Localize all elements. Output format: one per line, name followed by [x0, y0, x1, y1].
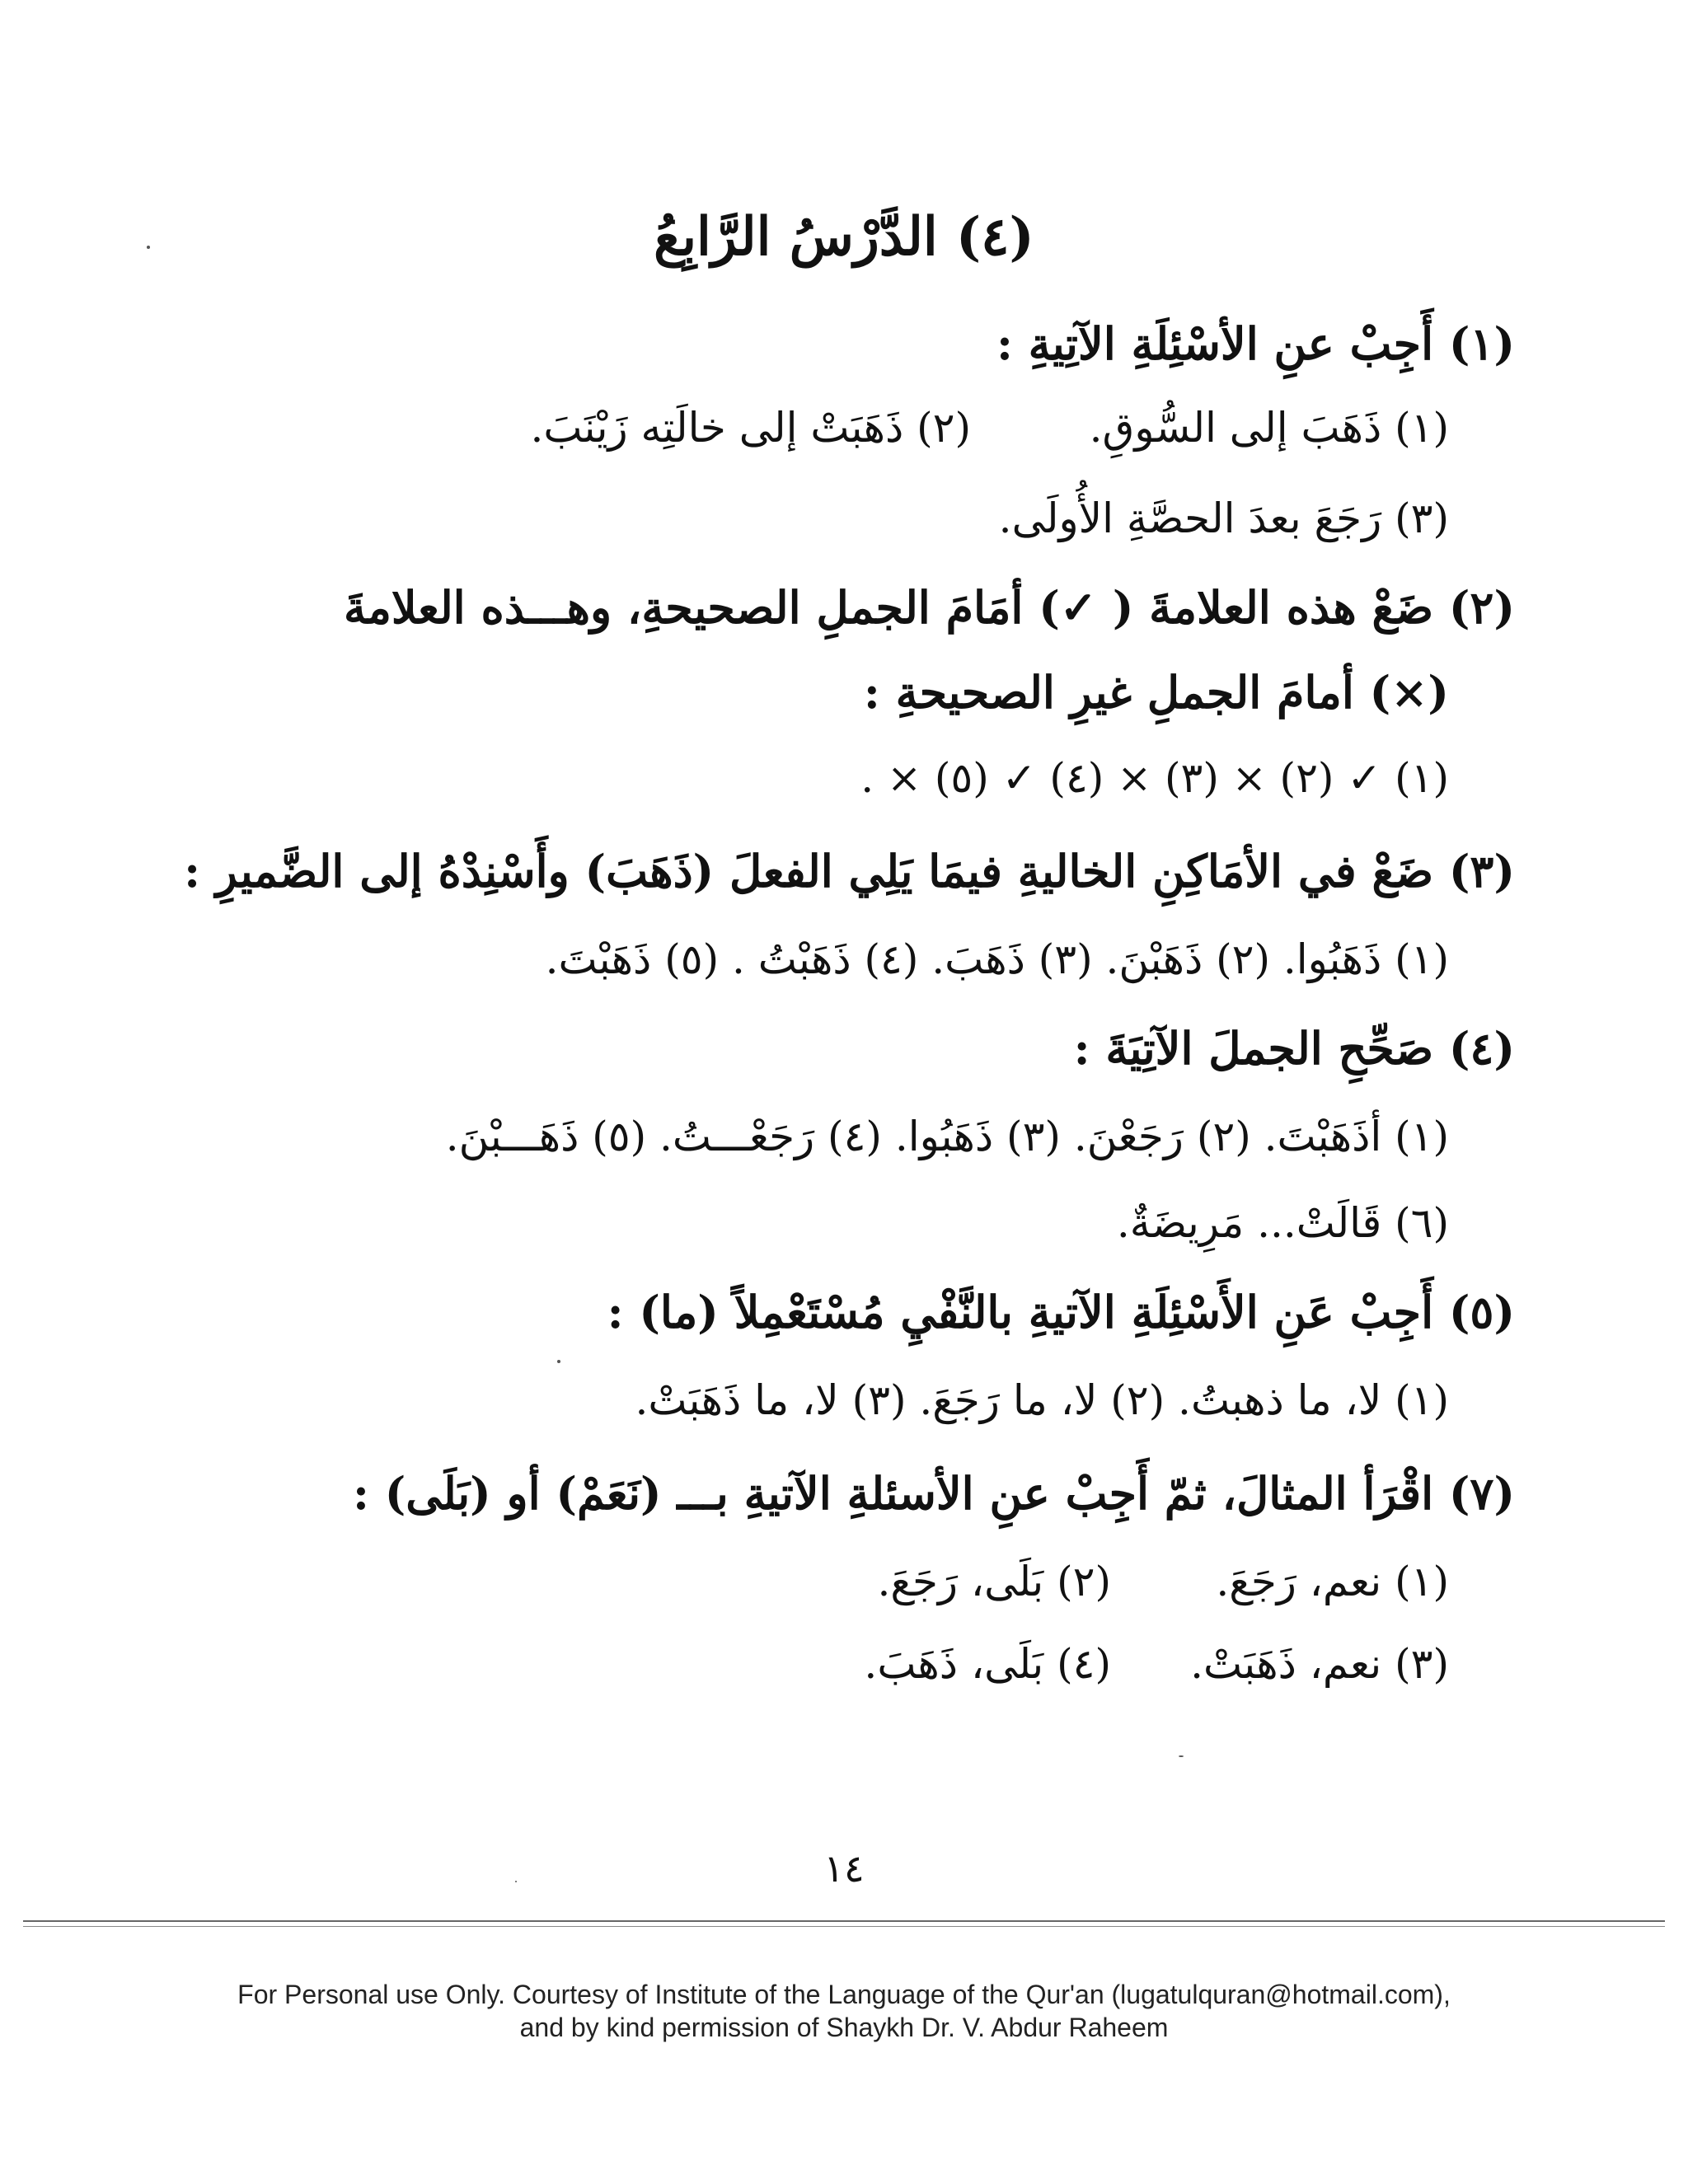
exercise-1-answer-3: (٣) رَجَعَ بعدَ الحصَّةِ الأُولَى. — [998, 494, 1449, 542]
footer-line-1: For Personal use Only. Courtesy of Institute of the Language of the Qur'an (lugatulquran@hotmail.com), — [237, 1980, 1451, 2009]
scan-speck — [557, 1360, 560, 1363]
exercise-1-answer-2: (٢) ذَهَبَتْ إلى خالَتِه زَيْنَبَ. — [530, 404, 971, 452]
scan-speck — [147, 246, 150, 249]
exercise-4-answers-line-1: (١) أذَهَبْتَ. (٢) رَجَعْنَ. (٣) ذَهَبُوا. (٤) رَجَعْـــتُ. (٥) ذَهَـــبْنَ. — [445, 1113, 1449, 1160]
exercise-7-heading: (٧) اقْرَأ المثالَ، ثمّ أَجِبْ عنِ الأسئلةِ الآتيةِ بـــ (نَعَمْ) أو (بَلَى) : — [352, 1467, 1515, 1520]
footer — [0, 1978, 1688, 2044]
exercise-5-heading: (٥) أَجِبْ عَنِ الأَسْئِلَةِ الآتيةِ بالنَّفْيِ مُسْتَعْمِلاً (ما) : — [607, 1286, 1515, 1338]
footer-divider-secondary — [23, 1926, 1665, 1927]
exercise-3-answers: (١) ذَهَبُوا. (٢) ذَهَبْنَ. (٣) ذَهَبَ. (٤) ذَهَبْتُ . (٥) ذَهَبْتَ. — [545, 935, 1449, 983]
exercise-7-answer-2: (٢) بَلَى، رَجَعَ. — [877, 1558, 1111, 1605]
exercise-5-answers: (١) لا، ما ذهبتُ. (٢) لا، ما رَجَعَ. (٣) لا، ما ذَهَبَتْ. — [635, 1376, 1449, 1424]
scan-speck — [515, 1881, 517, 1882]
exercise-1-answer-1: (١) ذَهَبَ إلى السُّوقِ. — [1089, 404, 1449, 452]
exercise-7-answer-3: (٣) نعم، ذَهَبَتْ. — [1190, 1640, 1449, 1688]
exercise-1-heading: (١) أَجِبْ عنِ الأسْئِلَةِ الآتِيةِ : — [996, 317, 1515, 370]
footer-divider — [23, 1920, 1665, 1922]
exercise-7-answer-4: (٤) بَلَى، ذَهَبَ. — [864, 1640, 1111, 1688]
exercise-4-heading: (٤) صَحِّحِ الجملَ الآتِيَةَ : — [1073, 1022, 1515, 1075]
lesson-title: (٤) الدَّرْسُ الرَّابِعُ — [654, 206, 1034, 268]
exercise-2-heading-line-2: (×) أمامَ الجملِ غيرِ الصحيحةِ : — [863, 666, 1449, 719]
exercise-4-answers-line-2: (٦) قَالَتْ... مَرِيضَةٌ. — [1116, 1199, 1449, 1247]
exercise-2-answers: (١) ✓ (٢) × (٣) × (٤) ✓ (٥) × . — [860, 754, 1449, 802]
footer-line-2: and by kind permission of Shaykh Dr. V. Abdur Raheem — [519, 2013, 1169, 2042]
exercise-3-heading: (٣) ضَعْ في الأمَاكِنِ الخاليةِ فيمَا يَلِي الفعلَ (ذَهَبَ) وأَسْنِدْهُ إلى الضَّميرِ : — [184, 845, 1515, 898]
exercise-7-answer-1: (١) نعم، رَجَعَ. — [1216, 1558, 1449, 1605]
exercise-2-heading-line-1: (٢) ضَعْ هذه العلامةَ ( ✓) أمَامَ الجملِ الصحيحةِ، وهـــذه العلامةَ — [344, 581, 1515, 634]
page-number: ١٤ — [823, 1846, 865, 1891]
scan-speck — [1179, 1755, 1184, 1757]
